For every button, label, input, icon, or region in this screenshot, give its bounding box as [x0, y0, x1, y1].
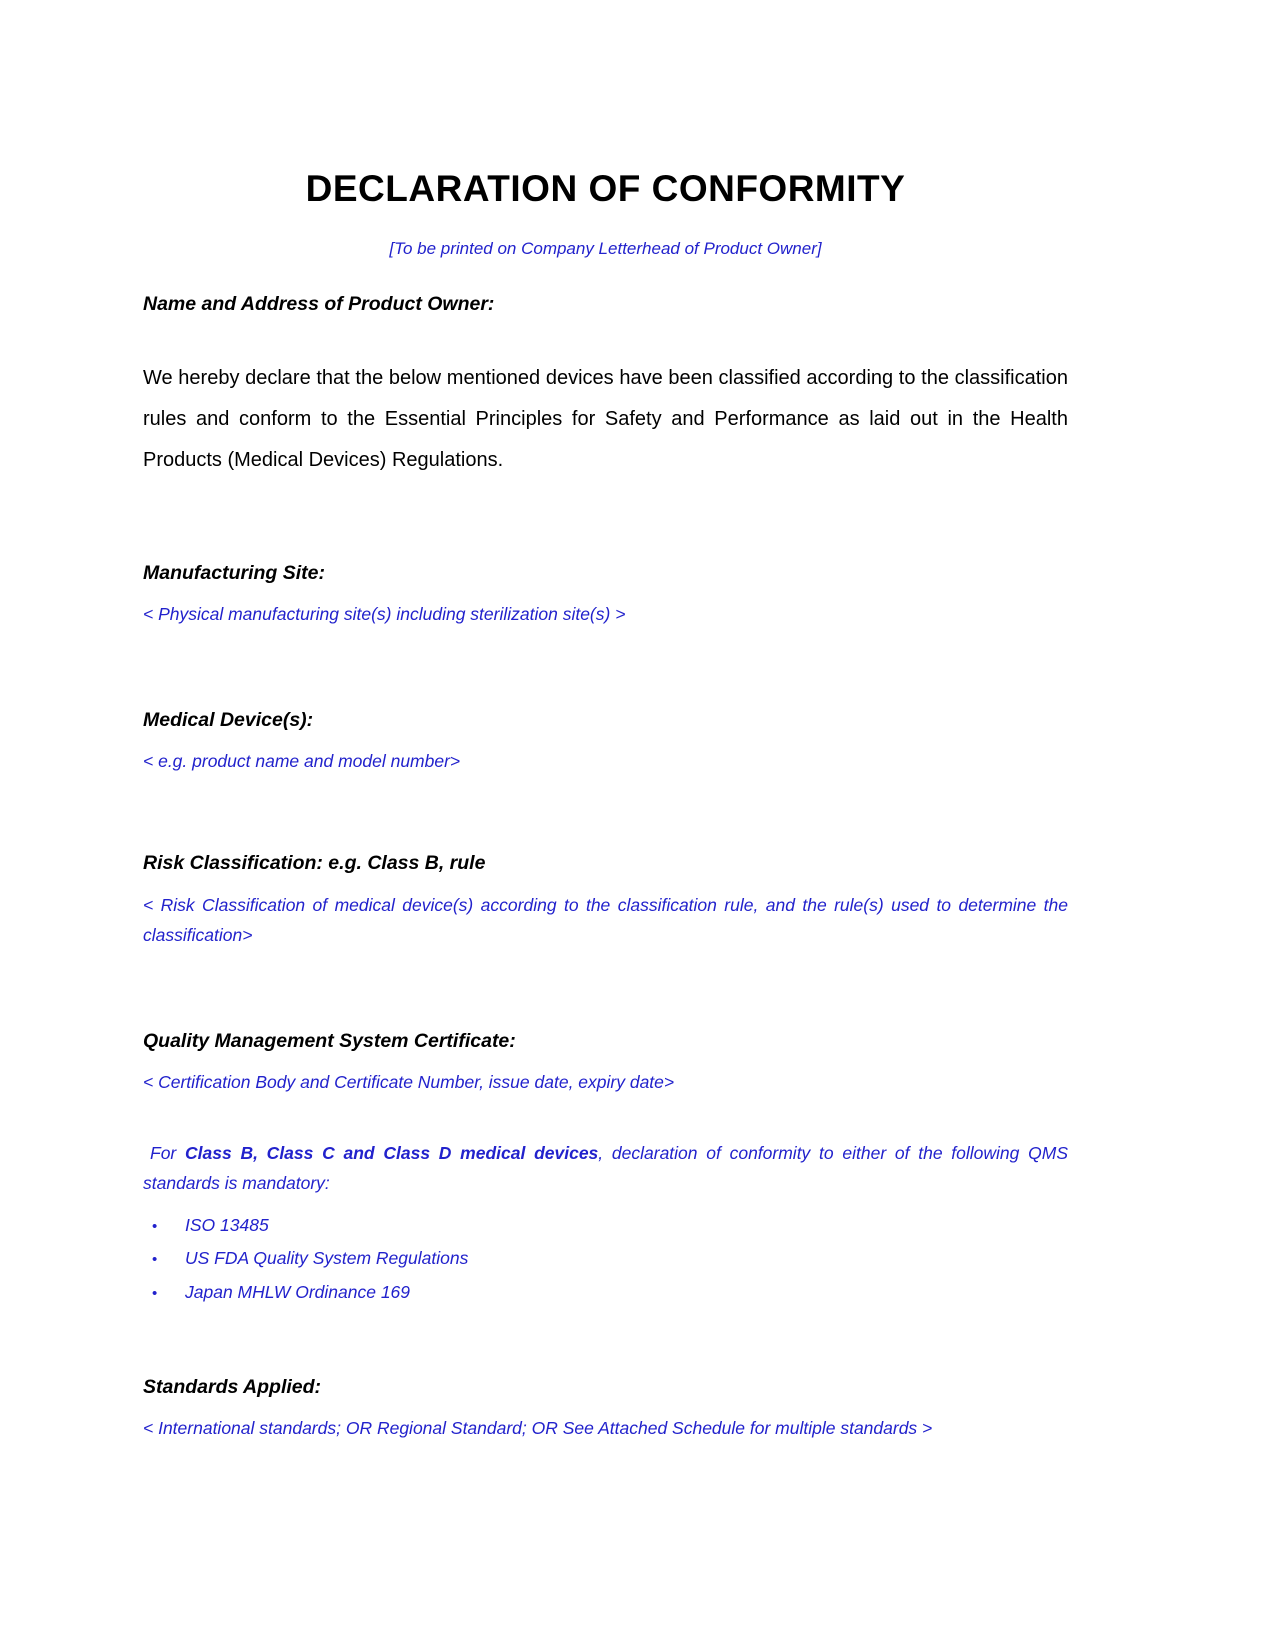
qms-note-suffix: , declaration of conformity to either of the following QMS standards is mandatory:: [143, 1142, 1068, 1193]
list-item: [143, 1248, 1068, 1268]
document-page: [143, 0, 1068, 1443]
risk-classification-placeholder: < Risk Classification of medical device(s) according to the classification rule, and the rule(s) used to determine the classification>: [143, 894, 1068, 945]
section-qms-certificate: [143, 1030, 1068, 1302]
manufacturing-site-heading: Manufacturing Site:: [143, 561, 326, 584]
bullet-icon: •: [152, 1218, 158, 1236]
risk-classification-heading: Risk Classification: e.g. Class B, rule: [143, 852, 486, 875]
section-standards-applied: [143, 1376, 1068, 1443]
qms-certificate-heading: Quality Management System Certificate:: [143, 1030, 516, 1053]
qms-standard-label: Japan MHLW Ordinance 169: [185, 1281, 411, 1302]
document-title: DECLARATION OF CONFORMITY: [305, 168, 906, 209]
qms-certificate-placeholder: < Certification Body and Certificate Number, issue date, expiry date>: [143, 1072, 675, 1093]
owner-address-heading: Name and Address of Product Owner:: [143, 292, 495, 315]
section-medical-devices: [143, 709, 1068, 776]
medical-devices-placeholder: < e.g. product name and model number>: [143, 751, 461, 772]
qms-note-device-classes: Class B, Class C and Class D medical devices: [185, 1142, 599, 1163]
list-item: [143, 1282, 1068, 1302]
bullet-icon: •: [152, 1251, 158, 1269]
qms-standard-label: US FDA Quality System Regulations: [185, 1248, 469, 1269]
declaration-paragraph: We hereby declare that the below mentioned devices have been classified according to the classification rules and conform to the Essential Principles for Safety and Performance as laid out in the Health Products (Medical Devices) Regulations.: [143, 366, 1068, 472]
section-risk-classification: [143, 852, 1068, 950]
letterhead-note: [To be printed on Company Letterhead of Product Owner]: [389, 238, 822, 258]
manufacturing-site-placeholder: < Physical manufacturing site(s) including sterilization site(s) >: [143, 603, 626, 624]
qms-standards-list: [143, 1215, 1068, 1302]
standards-applied-placeholder: < International standards; OR Regional Standard; OR See Attached Schedule for multiple standards >: [143, 1418, 933, 1439]
standards-applied-heading: Standards Applied:: [143, 1375, 322, 1398]
list-item: [143, 1215, 1068, 1235]
bullet-icon: •: [152, 1284, 158, 1302]
section-manufacturing-site: [143, 562, 1068, 629]
qms-mandatory-note: [143, 1138, 1068, 1198]
qms-standard-label: ISO 13485: [185, 1215, 269, 1236]
qms-note-prefix: For: [150, 1142, 185, 1163]
medical-devices-heading: Medical Device(s):: [143, 708, 314, 731]
